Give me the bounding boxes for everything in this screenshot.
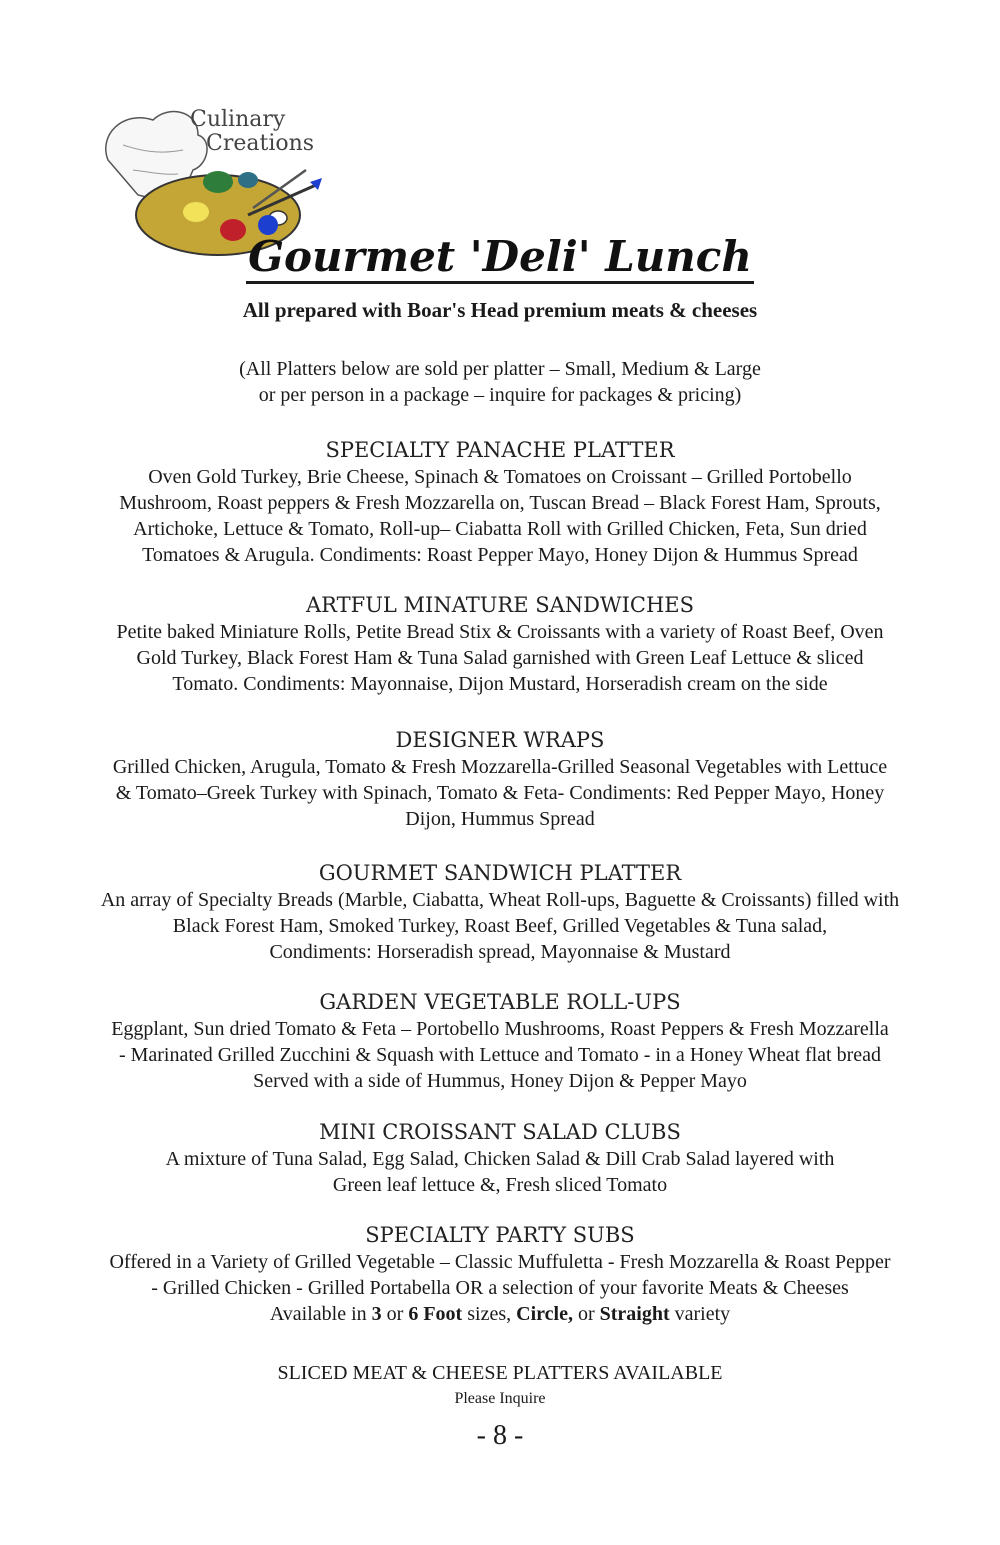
section-description: A mixture of Tuna Salad, Egg Salad, Chicken Salad & Dill Crab Salad layered with Green leaf lettuce &, Fresh sliced Tomato	[165, 1148, 835, 1196]
logo-text-line1: Culinary	[190, 107, 286, 132]
section-description: An array of Specialty Breads (Marble, Ciabatta, Wheat Roll-ups, Baguette & Croissants) filled with Black Forest Ham, Smoked Turkey, Roast Beef, Grilled Vegetables & Tuna salad, Condiments: Horseradish spread, Mayonnaise & Mustard	[100, 889, 900, 963]
pricing-note	[0, 356, 1000, 408]
section-description: Offered in a Variety of Grilled Vegetable – Classic Muffuletta - Fresh Mozzarella & Roast Pepper - Grilled Chicken - Grilled Portabella OR a selection of your favorite Meats & Cheeses Available in 3 or 6 Foot sizes, Circle, or Straight variety	[80, 1249, 920, 1327]
section-title: MINI CROISSANT SALAD CLUBS	[319, 1120, 681, 1144]
section-title: ARTFUL MINATURE SANDWICHES	[306, 593, 694, 617]
page-number: - 8 -	[476, 1420, 524, 1451]
menu-section	[80, 1221, 920, 1327]
menu-section	[80, 859, 920, 965]
section-description: Petite baked Miniature Rolls, Petite Bread Stix & Croissants with a variety of Roast Beef, Oven Gold Turkey, Black Forest Ham & Tuna Salad garnished with Green Leaf Lettuce & sliced Tomato. Condiments: Mayonnaise, Dijon Mustard, Horseradish cream on the side	[116, 621, 884, 695]
section-title: GOURMET SANDWICH PLATTER	[318, 861, 682, 885]
page-subtitle: All prepared with Boar's Head premium meats & cheeses	[242, 298, 758, 322]
pricing-note-line2: or per person in a package – inquire for packages & pricing)	[258, 384, 742, 406]
menu-section	[80, 726, 920, 832]
menu-section	[80, 436, 920, 568]
menu-section	[80, 988, 920, 1094]
logo-text-line2: Creations	[206, 131, 315, 156]
section-title: SPECIALTY PANACHE PLATTER	[325, 438, 675, 462]
section-title: DESIGNER WRAPS	[395, 728, 605, 752]
menu-section	[80, 1118, 920, 1198]
footer-availability: SLICED MEAT & CHEESE PLATTERS AVAILABLE	[277, 1362, 723, 1384]
section-title: SPECIALTY PARTY SUBS	[365, 1223, 635, 1247]
page-title: Gourmet 'Deli' Lunch	[0, 232, 1000, 281]
pricing-note-line1: (All Platters below are sold per platter – Small, Medium & Large	[239, 358, 761, 380]
footer-inquire: Please Inquire	[454, 1390, 546, 1407]
section-description: Grilled Chicken, Arugula, Tomato & Fresh Mozzarella-Grilled Seasonal Vegetables with Lettuce & Tomato–Greek Turkey with Spinach, Tomato & Feta- Condiments: Red Pepper Mayo, Honey Dijon, Hummus Spread	[112, 756, 888, 830]
section-title: GARDEN VEGETABLE ROLL-UPS	[319, 990, 681, 1014]
section-description: Oven Gold Turkey, Brie Cheese, Spinach & Tomatoes on Croissant – Grilled Portobello Mushroom, Roast peppers & Fresh Mozzarella on, Tuscan Bread – Black Forest Ham, Sprouts, Artichoke, Lettuce & Tomato, Roll-up– Ciabatta Roll with Grilled Chicken, Feta, Sun dried Tomatoes & Arugula. Condiments: Roast Pepper Mayo, Honey Dijon & Hummus Spread	[119, 466, 881, 566]
section-description: Eggplant, Sun dried Tomato & Feta – Portobello Mushrooms, Roast Peppers & Fresh Mozzarella - Marinated Grilled Zucchini & Squash with Lettuce and Tomato - in a Honey Wheat flat bread Served with a side of Hummus, Honey Dijon & Pepper Mayo	[111, 1018, 889, 1092]
sizes-line: Available in 3 or 6 Foot sizes, Circle, or Straight variety	[269, 1303, 731, 1325]
menu-section	[80, 591, 920, 697]
